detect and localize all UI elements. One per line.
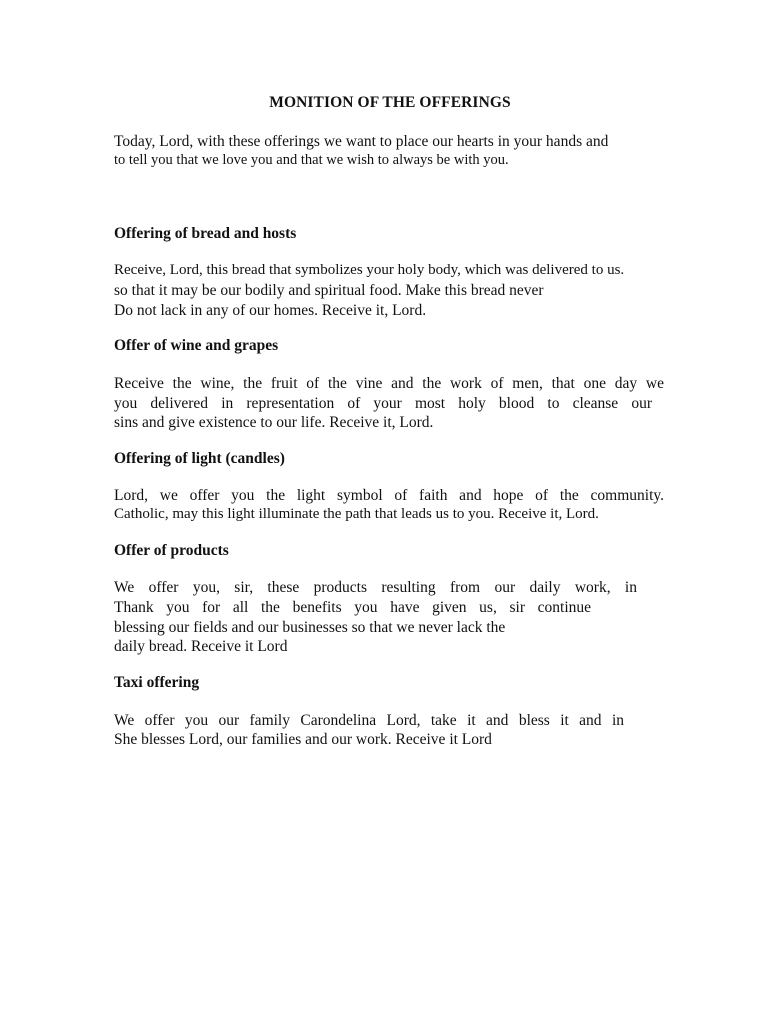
taxi-line-1: We offer you our family Carondelina Lord, take it and bless it and in — [114, 712, 624, 729]
light-line-1: Lord, we offer you the light symbol of faith and hope of the community. — [114, 487, 664, 504]
document-title: MONITION OF THE OFFERINGS — [269, 94, 511, 111]
wine-line-1: Receive the wine, the fruit of the vine and the work of men, that one day we — [114, 375, 664, 392]
products-line-2: Thank you for all the benefits you have given us, sir continue — [114, 599, 591, 616]
wine-line-3: sins and give existence to our life. Receive it, Lord. — [114, 414, 434, 431]
products-line-4: daily bread. Receive it Lord — [114, 638, 288, 655]
intro-line-1: Today, Lord, with these offerings we want to place our hearts in your hands and — [114, 133, 609, 150]
section-heading-bread: Offering of bread and hosts — [114, 225, 297, 242]
taxi-line-2: She blesses Lord, our families and our work. Receive it Lord — [114, 731, 492, 748]
section-heading-wine: Offer of wine and grapes — [114, 337, 279, 354]
section-heading-taxi: Taxi offering — [114, 674, 200, 691]
bread-line-1: Receive, Lord, this bread that symbolizes your holy body, which was delivered to us. — [114, 262, 625, 278]
section-heading-products: Offer of products — [114, 542, 229, 559]
products-line-3: blessing our fields and our businesses so that we never lack the — [114, 619, 506, 636]
products-line-1: We offer you, sir, these products resulting from our daily work, in — [114, 579, 637, 596]
bread-line-3: Do not lack in any of our homes. Receive it, Lord. — [114, 302, 427, 319]
section-heading-light: Offering of light (candles) — [114, 450, 285, 467]
wine-line-2: you delivered in representation of your most holy blood to cleanse our — [114, 395, 652, 412]
bread-line-2: so that it may be our bodily and spiritual food. Make this bread never — [114, 282, 544, 299]
light-line-2: Catholic, may this light illuminate the path that leads us to you. Receive it, Lord. — [114, 506, 599, 522]
intro-line-2: to tell you that we love you and that we wish to always be with you. — [114, 152, 509, 168]
